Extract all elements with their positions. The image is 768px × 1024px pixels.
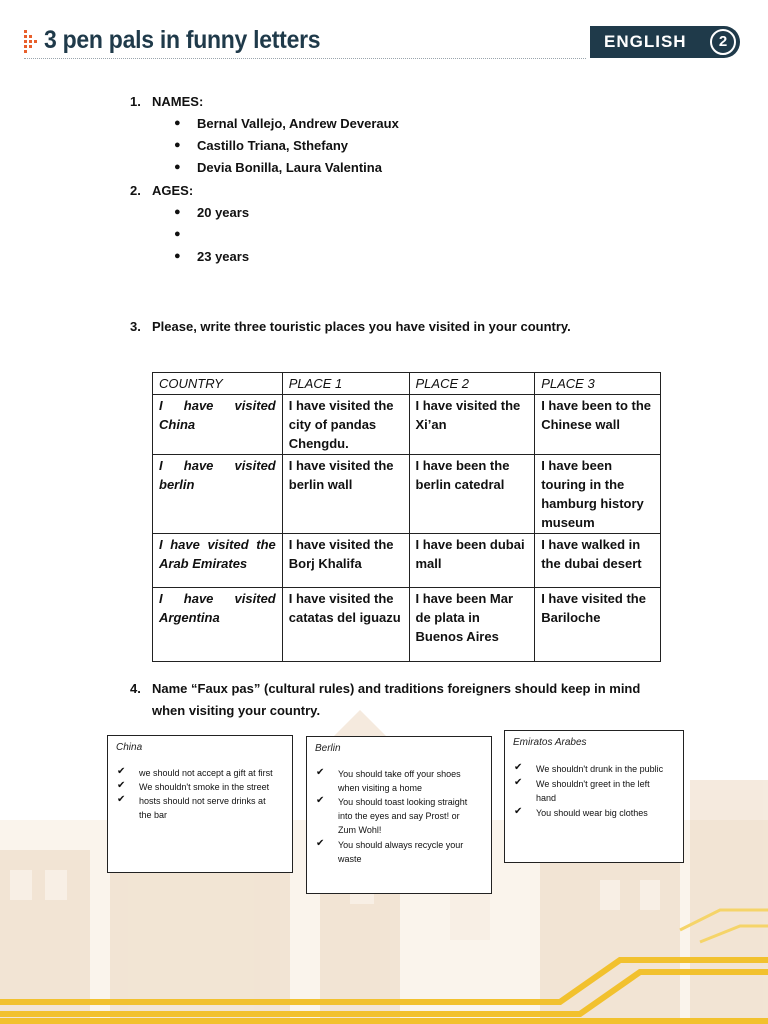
table-row (153, 395, 661, 455)
name-item: Castillo Triana, Sthefany (197, 138, 348, 153)
check-icon: ✔ (514, 762, 523, 773)
age-item: 20 years (197, 205, 250, 220)
table-header-cell: PLACE 2 (409, 373, 535, 395)
badge-label: ENGLISH (604, 32, 687, 51)
list-item-continued: Zum Wohl! (338, 825, 382, 835)
bullet-icon: ● (174, 139, 181, 151)
section-3-number: 3. (130, 319, 141, 334)
badge-level-number: 2 (710, 29, 736, 55)
level-badge (590, 26, 740, 58)
list-item-continued: the bar (139, 810, 168, 820)
table-cell: I have been to the Chinese wall (535, 395, 661, 455)
section-1-label: NAMES: (152, 94, 204, 109)
table-cell-country: I have visited Argentina (153, 588, 283, 662)
places-table (152, 372, 661, 662)
section-3-label: Please, write three touristic places you have visited in your country. (152, 319, 571, 334)
table-cell: I have visited the Bariloche (535, 588, 661, 662)
table-header-cell: PLACE 1 (282, 373, 409, 395)
table-cell: I have visited the berlin wall (282, 455, 409, 534)
list-item: We shouldn't drunk in the public (536, 764, 664, 774)
section-4-number: 4. (130, 681, 141, 696)
name-item: Devia Bonilla, Laura Valentina (197, 160, 382, 175)
list-item: You should take off your shoes (338, 769, 461, 779)
section-1-number: 1. (130, 94, 141, 109)
list-item-continued: hand (536, 793, 557, 803)
section-4-label-line1: Name “Faux pas” (cultural rules) and traditions foreigners should keep in mind (152, 681, 641, 696)
bullet-icon: ● (174, 161, 181, 173)
logo-icon (24, 30, 40, 54)
table-cell: I have visited the city of pandas Chengdu. (282, 395, 409, 455)
table-cell: I have visited the Borj Khalifa (282, 534, 409, 588)
table-cell-country: I have visited the Arab Emirates (153, 534, 283, 588)
section-2-number: 2. (130, 183, 141, 198)
bullet-icon: ● (174, 228, 181, 240)
list-item-continued: when visiting a home (338, 783, 423, 793)
check-icon: ✔ (316, 767, 325, 778)
list-item: hosts should not serve drinks at (139, 796, 266, 806)
table-row (153, 588, 661, 662)
check-icon: ✔ (117, 766, 126, 777)
section-2-label: AGES: (152, 183, 194, 198)
bullet-icon: ● (174, 250, 181, 262)
age-item: 23 years (197, 249, 250, 264)
list-item: we should not accept a gift at first (139, 768, 273, 778)
box-title: Emiratos Arabes (513, 737, 587, 748)
table-row (153, 455, 661, 534)
table-header-cell: COUNTRY (153, 373, 283, 395)
table-header-cell: PLACE 3 (535, 373, 661, 395)
check-icon: ✔ (316, 795, 325, 806)
table-cell: I have walked in the dubai desert (535, 534, 661, 588)
list-item-continued: waste (338, 854, 362, 864)
table-cell: I have been the berlin catedral (409, 455, 535, 534)
table-header-row (153, 373, 661, 395)
table-cell: I have visited the catatas del iguazu (282, 588, 409, 662)
box-title: China (116, 742, 143, 753)
table-cell: I have been touring in the hamburg history museum (535, 455, 661, 534)
table-row (153, 534, 661, 588)
faux-pas-box-berlin (306, 736, 492, 894)
table-cell-country: I have visited China (153, 395, 283, 455)
bullet-icon: ● (174, 206, 181, 218)
list-item: You should wear big clothes (536, 808, 648, 818)
list-item: We shouldn't greet in the left (536, 779, 650, 789)
list-item: You should always recycle your (338, 840, 464, 850)
list-item-continued: into the eyes and say Prost! or (338, 811, 460, 821)
table-cell-country: I have visited berlin (153, 455, 283, 534)
table-cell: I have been dubai mall (409, 534, 535, 588)
bullet-icon: ● (174, 117, 181, 129)
faux-pas-box-china (107, 735, 293, 873)
title-divider (24, 58, 586, 59)
check-icon: ✔ (514, 806, 523, 817)
check-icon: ✔ (514, 777, 523, 788)
table-cell: I have visited the Xi’an (409, 395, 535, 455)
page-title: 3 pen pals in funny letters (44, 26, 321, 54)
section-4-label-line2: when visiting your country. (152, 703, 321, 718)
list-item: You should toast looking straight (338, 797, 468, 807)
box-title: Berlin (315, 743, 341, 754)
check-icon: ✔ (117, 794, 126, 805)
name-item: Bernal Vallejo, Andrew Deveraux (197, 116, 399, 131)
check-icon: ✔ (117, 780, 126, 791)
table-cell: I have been Mar de plata in Buenos Aires (409, 588, 535, 662)
list-item: We shouldn't smoke in the street (139, 782, 270, 792)
check-icon: ✔ (316, 838, 325, 849)
faux-pas-box-emirates (504, 730, 684, 863)
